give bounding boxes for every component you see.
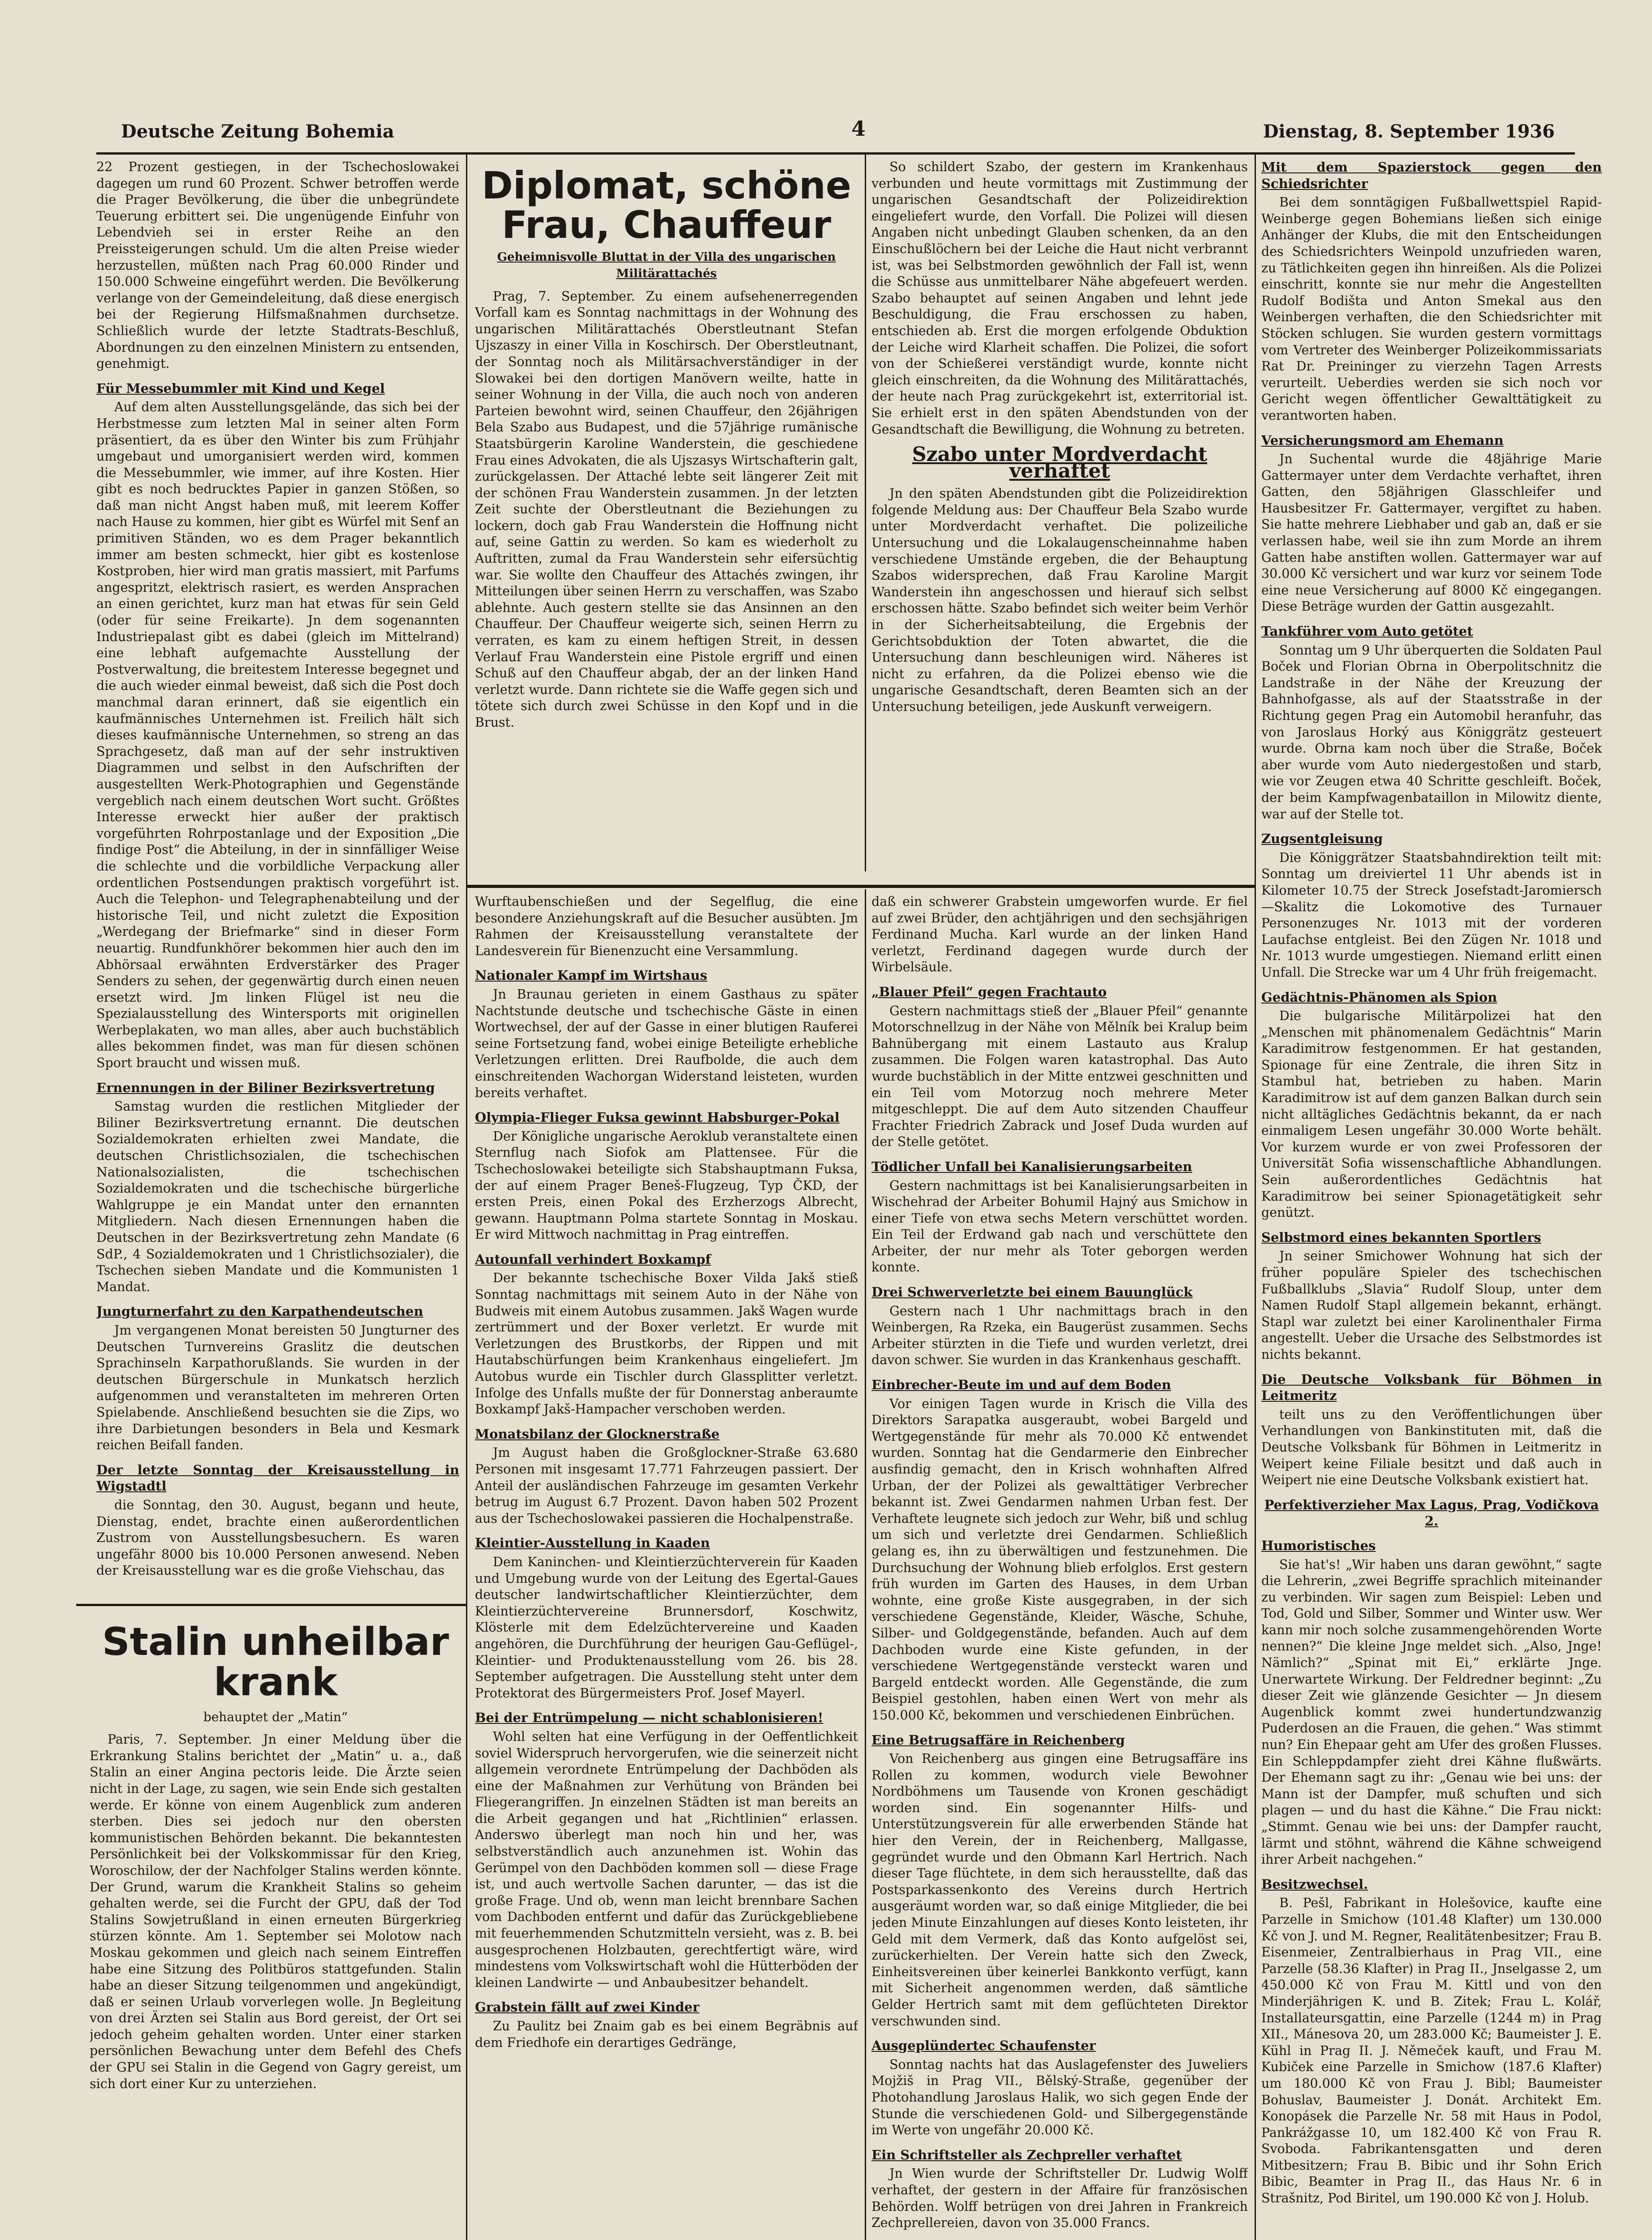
headline: Bei der Entrümpelung — nicht schablonisieren!	[475, 1710, 824, 1726]
article-body: Gestern nach 1 Uhr nachmittags brach in den Weinbergen, Ra Rzeka, ein Baugerüst zusammen. Sechs Arbeiter stürzten in die Tiefe und wurden verletzt, drei davon schwer. Sie wurden in das Krankenhaus geschafft.	[871, 1303, 1248, 1368]
newspaper-name: Deutsche Zeitung Bohemia	[121, 121, 394, 142]
advertisement: Perfektiverzieher Max Lagus, Prag, Vodičkova 2.	[1264, 1497, 1599, 1529]
article-body: teilt uns zu den Veröffentlichungen über Verhandlungen von Bankinstituten mit, daß die Deutsche Volksbank für Böhmen in Leitmeritz in Weipert keine Filiale besitzt und daß auch in Weipert nie eine Deutsche Volksbank existiert hat.	[1261, 1407, 1602, 1488]
article-body: Jm August haben die Großglockner-Straße 63.680 Personen mit insgesamt 17.771 Fahrzeugen passiert. Der Anteil der ausländischen Fahrzeuge im gesamten Verkehr betrug im August 6.7 Prozent. Davon haben 502 Prozent aus der Tschechoslowakei passieren die Hochalpenstraße.	[475, 1445, 858, 1526]
headline: Szabo unter Mordverdacht verhaftet	[912, 443, 1208, 482]
article-body: Wohl selten hat eine Verfügung in der Oeffentlichkeit soviel Widerspruch hervorgerufen, wie die seinerzeit nicht allgemein verordnete Entrümpelung der Dachböden als eine der Maßnahmen zur Verhütung von Bränden bei Fliegerangriffen. Jn einzelnen Städten ist man bereits an die Arbeit gegangen und hat „Richtlinien“ erlassen. Anderswo überlegt man noch hin und her, was selbstverständlich auch anzunehmen ist. Wohin das Gerümpel von den Dachböden kommen soll — diese Frage ist, und auch wertvolle Sachen darunter, — das ist die große Frage. Und ob, wenn man leicht brennbare Sachen vom Dachboden entfernt und dafür das Zurückgebliebene mit feuerhemmenden Schutzmitteln versieht, was z. B. bei ausgesprochenen Holzbauten, gerechtfertigt wäre, wird mindestens vom Volkswirtschaft wohl die Hütterböden der kleinen Landwirte — und Anbaubesitzer behandelt.	[475, 1729, 858, 1990]
headline: Ausgeplünderteс Schaufenster	[871, 2038, 1096, 2054]
headline: Besitzwechsel.	[1261, 1876, 1368, 1892]
article-body: Jm vergangenen Monat bereisten 50 Jungturner des Deutschen Turnvereins Graslitz die deutschen Sprachinseln Karpathorußlands. Sie wurden in der deutschen Bürgerschule in Munkatsch herzlich aufgenommen und veranstalteten im mehreren Orten Spielabende. Anschließend besuchten sie die Zips, wo ihre Darbietungen besonders in Bela und Kesmark reichen Beifall fanden.	[96, 1322, 459, 1453]
headline: Für Messebummler mit Kind und Kegel	[96, 380, 385, 396]
article-body: So schildert Szabo, der gestern im Krankenhaus verbunden und heute vormittags mit Zustimmung der ungarischen Gesandtschaft der Polizeidirektion eingeliefert wurde, den Vorfall. Die Polizei will diesen Angaben nicht unbedingt Glauben schenken, da an den Einschußlöchern bei der Leiche die Haut nicht verbrannt ist, was bei Selbstmorden gewöhnlich der Fall ist, wenn die Schüsse aus unmittelbarer Nähe abgefeuert werden. Szabo behauptet auf seinen Angaben und lehnt jede Beschuldigung, die Frau erschossen zu haben, entschieden ab. Erst die morgen erfolgende Obduktion der Leiche wird Klarheit schaffen. Die Polizei, die sofort von der Schießerei verständigt wurde, konnte nicht gleich einschreiten, da die Wohnung des Militärattachés, der heute nach Prag zurückgekehrt ist, exterritorial ist. Sie erhielt erst in den späten Abendstunden von der Gesandtschaft die Bewilligung, die Wohnung zu betreten.	[871, 159, 1248, 437]
diplomat-continuation	[871, 159, 1248, 880]
article-body: Die bulgarische Militärpolizei hat den „Menschen mit phänomenalem Gedächtnis“ Marin Karadimitrow festgenommen. Er hat gestanden, Spionage für eine Zentrale, die ihren Sitz in Stambul hat, betrieben zu haben. Marin Karadimitrow ist auf dem ganzen Balkan durch sein nicht alltägliches Gedächtnis bekannt, da er nach einmaligem Lesen ungefähr 30.000 Worte behält. Vor kurzem wurde er von zwei Professoren der Universität Sofia wissenschaftliche Abhandlungen. Sein außerordentliches Gedächtnis hat Karadimitrow bei seiner Spionagetätigkeit sehr genützt.	[1261, 1008, 1602, 1220]
headline: Die Deutsche Volksbank für Böhmen in Leitmeritz	[1261, 1371, 1602, 1404]
headline: Tankführer vom Auto getötet	[1261, 624, 1473, 639]
headline: Eine Betrugsaffäre in Reichenberg	[871, 1732, 1125, 1748]
article-body: Jn Braunau gerieten in einem Gasthaus zu später Nachtstunde deutsche und tschechische Gäste in einen Wortwechsel, der auf der Gasse in einer blutigen Rauferei seine Fortsetzung fand, wobei einige Beteiligte erhebliche Verletzungen erlitten. Drei Raufbolde, die auch dem einschreitenden Wachorgan Widerstand leisteten, wurden bereits verhaftet.	[475, 986, 858, 1100]
headline: Grabstein fällt auf zwei Kinder	[475, 1999, 700, 2015]
article-body: Wurftaubenschießen und der Segelflug, die eine besondere Anziehungskraft auf die Besucher ausübten. Jm Rahmen der Kreisausstellung veranstaltete der Landesverein für Bienenzucht eine Versammlung.	[475, 894, 858, 958]
article-body: Bei dem sonntägigen Fußballwettspiel Rapid-Weinberge gegen Bohemians ließen sich einige Anhänger der Klubs, die mit den Entscheidungen des Schiedsrichters Weinpold unzufrieden waren, zu Tätlichkeiten gegen ihn hinreißen. Als die Polizei einschritt, konnte sie nur mehr die Angestellten Rudolf Bodišta und Anton Smekal aus den Weinbergen verhaften, die den Schiedsrichter mit Stöcken schlugen. Sie wurden gestern vormittags vom Vertreter des Weinberger Polizeikommissariats Rat Dr. Preininger zu vierzehn Tagen Arrests verurteilt. Ueberdies werden sie sich noch vor Gericht wegen öffentlicher Gewalttätigkeit zu verantworten haben.	[1261, 195, 1602, 423]
diplomat-headline: Diplomat, schöne Frau, Chauffeur	[482, 164, 851, 247]
column-4	[1261, 159, 1602, 2240]
headline: Der letzte Sonntag der Kreisausstellung in Wigstadtl	[96, 1462, 459, 1494]
section-divider	[466, 885, 1255, 888]
article-body: Samstag wurden die restlichen Mitglieder der Biliner Bezirksvertretung ernannt. Die deutschen Sozialdemokraten erhielten zwei Mandate, die deutschen Christlichsozialen, die tschechischen Nationalsozialisten, die tschechischen Sozialdemokraten und die tschechische bürgerliche Wahlgruppe je ein Mandat unter den ernannten Mitgliedern. Nach diesen Ernennungen haben die Deutschen in der Bezirksvertretung zehn Mandate (6 SdP., 4 Sozialdemokraten und 1 Christlichsozialer), die Tschechen sieben Mandate und die Kommunisten 1 Mandat.	[96, 1099, 459, 1294]
issue-date: Dienstag, 8. September 1936	[1263, 121, 1555, 142]
article-body: Der bekannte tschechische Boxer Vilda Jakš stieß Sonntag nachmittags mit seinem Auto in der Nähe von Budweis mit einem Autobus zusammen. Jakš Wagen wurde zertrümmert und der Boxer verletzt. Er wurde mit Verletzungen des Brustkorbs, der Rippen und mit Hautabschürfungen beim Krankenhaus eingeliefert. Jm Autobus wurde ein Tischler durch Glassplitter verletzt. Infolge des Unfalls mußte der für Donnerstag anberaumte Boxkampf Jakš-Hampacher verschoben werden.	[475, 1271, 858, 1417]
headline: „Blauer Pfeil“ gegen Frachtauto	[871, 984, 1107, 999]
headline: Ein Schriftsteller als Zechpreller verhaftet	[871, 2147, 1182, 2162]
headline: Gedächtnis-Phänomen als Spion	[1261, 989, 1497, 1005]
article-body: Gestern nachmittags ist bei Kanalisierungsarbeiten in Wischehrad der Arbeiter Bohumil Hajný aus Smichow in einer Tiefe von etwa sechs Metern verschüttet worden. Ein Teil der Erdwand gab nach und verschüttete den Arbeiter, der nur mehr als Toter geborgen werden konnte.	[871, 1178, 1248, 1275]
article-body: die Sonntag, den 30. August, begann und heute, Dienstag, endet, brachte einen außerordentlichen Zustrom von Ausstellungsbesuchern. Es waren ungefähr 8000 bis 10.000 Personen anwesend. Neben der Kreisausstellung war es die große Viehschau, das	[96, 1497, 459, 1578]
headline: Humoristisches	[1261, 1538, 1376, 1553]
diplomat-article	[475, 161, 858, 878]
headline: Tödlicher Unfall bei Kanalisierungsarbeiten	[871, 1159, 1192, 1174]
article-body: Gestern nachmittags stieß der „Blauer Pfeil“ genannte Motorschnellzug in der Nähe von Mělník bei Kralup beim Bahnübergang mit einem Lastauto aus Kralup zusammen. Die Folgen waren katastrophal. Das Auto wurde buchstäblich in der Mitte entzwei geschnitten und ein Teil vom Motorzug noch mehrere Meter mitgeschleppt. Die auf dem Auto sitzenden Chauffeur Frachter Friedrich Zabrack und Josef Duda wurden auf der Stelle getötet.	[871, 1003, 1248, 1150]
article-body: Sie hat's! „Wir haben uns daran gewöhnt,“ sagte die Lehrerin, „zwei Begriffe sprachlich miteinander zu verbinden. Wir sagen zum Beispiel: Leben und Tod, Gold und Silber, Sommer und Winter usw. Wer kann mir noch solche zusammengehörenden Worte nennen?“ Die kleine Jnge meldet sich. „Also, Jnge! Nämlich?“ „Spinat mit Ei,“ erklärte Jnge. Unerwartete Wirkung. Der Feldredner beginnt: „Zu dieser Zeit wie glänzende Gesichter — Jn diesem Augenblick kommt zwei hundertundzwanzig Puderdosen an die Frauen, die gehen.“ Was stimmt nun? Ein Ehepaar geht am Ufer des großen Flusses. Ein Schleppdampfer zieht drei Kähne flußwärts. Der Ehemann sagt zu ihr: „Genau wie bei uns: der Mann ist der Dampfer, muß schuften und sich plagen — und du hast die Kähne.“ Die Frau nickt: „Stimmt. Genau wie bei uns: der Dampfer raucht, lärmt und stöhnt, während die Kähne schweigend ihrer Arbeit nachgehen.“	[1261, 1557, 1602, 1867]
headline: Olympia-Flieger Fuksa gewinnt Habsburger-Pokal	[475, 1110, 840, 1125]
article-body: Jn Wien wurde der Schriftsteller Dr. Ludwig Wolff verhaftet, der gestern in der Affaire für französischen Behörden. Wolff betrügen von drei Jahren in Frankreich Zechprellereien, davon von 35.000 Francs.	[871, 2166, 1248, 2231]
column-divider	[865, 155, 866, 871]
article-body: Sonntag um 9 Uhr überquerten die Soldaten Paul Boček und Florian Obrna in Oberpolitschnitz die Landstraße in der Nähe der Kreuzung der Bahnhofgasse, als auf der Staatsstraße in der Richtung gegen Prag ein Automobil heranfuhr, das von Jaroslaus Horký aus Königgrätz gesteuert wurde. Obrna kam noch über die Straße, Boček aber wurde vom Auto niedergestoßen und starb, wie vor Zeugen etwa 40 Schritte geschleift. Boček, der beim Kampfwagenbataillon in Milowitz diente, war auf der Stelle tot.	[1261, 642, 1602, 822]
article-body: Jn Suchental wurde die 48jährige Marie Gattermayer unter dem Verdachte verhaftet, ihren Gatten, den 58jährigen Glasschleifer und Hausbesitzer Fr. Gattermayer, vergiftet zu haben. Sie hatte mehrere Liebhaber und gab an, daß er sie verlassen habe, weil sie ihn zum Morde an ihrem Gatten habe anstiften wollen. Gattermayer war auf 30.000 Kč versichert und war kurz vor seinem Tode eine neue Versicherung auf 8000 Kč eingegangen. Diese Beträge wurden der Gattin ausgezahlt.	[1261, 452, 1602, 614]
article-intro: 22 Prozent gestiegen, in der Tschechoslowakei dagegen um rund 60 Prozent. Schwer betroffen werde die Prager Bevölkerung, die über die unbegründete Teuerung erbittert sei. Die ungenügende Einfuhr von Lebendvieh sei in erster Reihe an den Preissteigerungen schuld. Um die alten Preise wieder herzustellen, müßten nach Prag 60.000 Rinder und 150.000 Schweine eingeführt werden. Die Bevölkerung verlange von der Gemeindeleitung, daß diese energisch bei der Regierung Hilfsmaßnahmen durchsetze. Schließlich wurde der letzte Stadtrats-Beschluß, Abordnungen zu den einzelnen Ministern zu entsenden, genehmigt.	[96, 159, 459, 371]
section-divider	[76, 1604, 466, 1606]
header-rule	[96, 152, 1575, 155]
headline: Versicherungsmord am Ehemann	[1261, 432, 1504, 448]
diplomat-subheadline: Geheimnisvolle Bluttat in der Villa des ungarischen Militärattachés	[497, 250, 836, 280]
article-body: Prag, 7. September. Zu einem aufsehenerregenden Vorfall kam es Sonntag nachmittags in der Wohnung des ungarischen Militärattachés Oberstleutnant Stefan Ujszaszy in einer Villa in Koschirsch. Der Oberstleutnant, der Sonntag noch als Militärsachverständiger in der Slowakei bei den dortigen Manövern weilte, hatte in seiner Wohnung in der Villa, die auch noch von anderen Parteien bewohnt wird, seinen Chauffeur, den 26jährigen Bela Szabo aus Budapest, und die 57jährige rumänische Staatsbürgerin Karoline Wanderstein, die geschiedene Frau eines Advokaten, die als Ujszasys Wirtschafterin galt, zurückgelassen. Der Attaché lebte seit längerer Zeit mit der schönen Frau Wanderstein zusammen. Jn der letzten Zeit suchte der Oberstleutnant die Beziehungen zu lockern, doch gab Frau Wanderstein die Hoffnung nicht auf, seine Gattin zu werden. So kam es wiederholt zu Auftritten, zumal da Frau Wanderstein sehr eifersüchtig war. Sie wollte den Chauffeur des Attachés zwingen, ihr Mitteilungen über seinen Herrn zu verschaffen, was Szabo ablehnte. Auch gestern stellte sie das Ansinnen an den Chauffeur. Der Chauffeur weigerte sich, seinen Herrn zu verraten, es kam zu einem heftigen Streit, in dessen Verlauf Frau Wanderstein eine Pistole ergriff und einen Schuß auf den Chauffeur abgab, der an der linken Hand verletzt wurde. Dann richtete sie die Waffe gegen sich und tötete sich durch zwei Schüsse in den Kopf und in die Brust.	[475, 289, 858, 730]
article-body: Der Königliche ungarische Aeroklub veranstaltete einen Sternflug nach Siofok am Plattensee. Für die Tschechoslowakei beteiligte sich Stabshauptmann Fuksa, der auf einem Prager Beneš-Flugzeug, Typ ČKD, der ersten Preis, einen Pokal des Erzherzogs Albrecht, gewann. Hauptmann Polma startete Sonntag in Moskau. Er wird Mittwoch nachmittag in Prag eintreffen.	[475, 1129, 858, 1242]
article-body: B. Pešl, Fabrikant in Holešovice, kaufte eine Parzelle in Smichow (101.48 Klafter) um 130.000 Kč von J. und M. Regner, Realitätenbesitzer; Frau B. Eisenmeier, Zentralbierhaus in Prag VII., eine Parzelle (58.36 Klafter) in Prag II., Jnselgasse 2, um 450.000 Kč von Frau M. Kittl und von den Minderjährigen K. und B. Zitek; Frau L. Kolář, Installateursgattin, eine Parzelle (1244 m) in Prag XII., Mánesova 20, um 283.000 Kč; Baumeister J. E. Kühl in Prag II. J. Němeček kauft, und Frau M. Kubiček eine Parzelle in Smichow (187.6 Klafter) um 180.000 Kč von Frau J. Bibl; Baumeister Bohuslav, Baumeister J. Donát. Architekt Em. Konopásek die Parzelle Nr. 58 mit Haus in Podol, Pankrážgasse 10, um 182.400 Kč von Frau R. Svoboda. Fabrikantensgatten und deren Mitbesitzern; Frau B. Bibic und ihr Sohn Erich Bibic, Beamter in Prag II., das Haus Nr. 6 in Strašnitz, Pod Biritel, um 190.000 Kč von J. Holub.	[1261, 1895, 1602, 2206]
stalin-headline: Stalin unheilbar krank	[102, 1620, 449, 1705]
headline: Ernennungen in der Biliner Bezirksvertretung	[96, 1080, 435, 1095]
article-body: Von Reichenberg aus gingen eine Betrugsaffäre ins Rollen zu kommen, wodurch viele Bewohner Nordböhmens um Tausende von Kronen geschädigt worden sind. Ein sogenannter Hilfs- und Unterstützungsverein für alle erwerbenden Stände hat hier den Verein, der in Reichenberg, Mallgasse, gegründet wurde und den Obmann Karl Hertrich. Nach dieser Tage flüchtete, in dem sich herausstellte, daß das Postsparkassenkonto des Vereins durch Hertrich ausgeräumt worden war, so daß einige Mitglieder, die bei jeden Minute Einzahlungen auf dieses Konto leisteten, ihr Geld mit dem Vermerk, daß das Konto aufgelöst sei, zurückerhielten. Der Verein hatte sich den Zweck, Einheitsvereinen über keinerlei Bankkonto verfügt, kann mit Sicherheit angenommen werden, daß sämtliche Gelder Hertrich samt mit dem geflüchteten Direktor verschwunden sind.	[871, 1751, 1248, 2029]
headline: Drei Schwerverletzte bei einem Bauunglück	[871, 1284, 1193, 1300]
lower-news-column-2	[871, 894, 1248, 2240]
stalin-byline: behauptet der „Matin“	[203, 1709, 348, 1724]
lower-news-column-1	[475, 894, 858, 2240]
headline: Jungturnerfahrt zu den Karpathendeutschen	[96, 1304, 423, 1319]
page-header	[121, 116, 1555, 152]
column-divider	[466, 155, 467, 2240]
article-body: Sonntag nachts hat das Auslagefenster des Juweliers Mojžiš in Prag VII., Bělský-Straße, gegenüber der Photohandlung Jaroslaus Halik, wo sich gegen Ende der Stunde die verschiedenen Gold- und Silbergegenstände im Werte von ungefähr 20.000 Kč.	[871, 2057, 1248, 2138]
article-body: Zu Paulitz bei Znaim gab es bei einem Begräbnis auf dem Friedhofe ein derartiges Gedränge,	[475, 2019, 858, 2050]
headline: Einbrecher-Beute im und auf dem Boden	[871, 1377, 1171, 1393]
headline: Kleintier-Ausstellung in Kaaden	[475, 1535, 710, 1551]
article-body: Vor einigen Tagen wurde in Krisch die Villa des Direktors Sarapatka ausgeraubt, wobei Bargeld und Wertgegenstände für mehr als 70.000 Kč entwendet wurden. Sonntag hat die Gendarmerie den Einbrecher ausfindig gemacht, den in Krisch wohnhaften Alfred Urban, der der Polizei als gewalttätiger Verbrecher bekannt ist. Zwei Gendarmen nahmen Urban fest. Der Verhaftete leugnete sich jedoch zur Wehr, biß und schlug um sich und verletzte drei Gendarmen. Schließlich gelang es, ihn zu überwältigen und festzunehmen. Die Durchsuchung der Wohnung blieb erfolglos. Erst gestern früh wurden im Garten des Hauses, in dem Urban wohnte, eine große Kiste ausgegraben, in der sich verschiedene Gegenstände, Kleider, Wäsche, Schuhe, Silber- und Goldgegenstände, befanden. Auch auf dem Dachboden wurde eine Kiste gefunden, in der verschiedene Wertgegenstände versteckt waren und Bargeld entdeckt worden. Alle Gegenstände, die zum Beispiel gestohlen, haben einen Wert von mehr als 150.000 Kč, bekommen und verschiedenen Einbrüchen.	[871, 1396, 1248, 1723]
headline: Nationaler Kampf im Wirtshaus	[475, 968, 707, 983]
page-number: 4	[851, 116, 866, 141]
article-body: Die Königgrätzer Staatsbahndirektion teilt mit: Sonntag um dreiviertel 11 Uhr abends ist in Kilometer 10.75 der Streck Josefstadt-Jaromiersch—Skalitz die Lokomotive des Turnauer Personenzuges Nr. 1013 mit der vorderen Laufachse entgleist. Bei den Zügen Nr. 1018 und Nr. 1013 wurde umgestiegen. Niemand erlitt einen Unfall. Die Strecke war um 4 Uhr früh freigemacht.	[1261, 850, 1602, 980]
article-body: Dem Kaninchen- und Kleintierzüchterverein für Kaaden und Umgebung wurde von der Leitung des Egertal-Gaues deutscher landwirtschaftlicher Kleintierzüchter, dem Kleintierzüchtervereine Brunnersdorf, Koschwitz, Klösterle mit dem Edelzüchtervereine und Kaaden angehören, die Durchführung der heurigen Gau-Geflügel-, Kleintier- und Produktenausstellung vom 26. bis 28. September aufgetragen. Die Ausstellung steht unter dem Protektorat des Bürgermeisters Prof. Josef Mayerl.	[475, 1554, 858, 1701]
headline: Mit dem Spazierstock gegen den Schiedsrichter	[1261, 159, 1602, 191]
column-1	[96, 159, 459, 1599]
article-body: Jn seiner Smichower Wohnung hat sich der früher populäre Spieler des tschechischen Fußballklubs „Slavia“ Rudolf Sloup, unter dem Namen Rudolf Stapl allgemein bekannt, erhängt. Stapl war zuletzt bei einer Karolinenthaler Firma angestellt. Ueber die Ursache des Selbstmordes ist nichts bekannt.	[1261, 1249, 1602, 1362]
column-divider	[1255, 155, 1256, 2240]
article-body: daß ein schwerer Grabstein umgeworfen wurde. Er fiel auf zwei Brüder, den achtjährigen und den sechsjährigen Ferdinand Mucha. Karl wurde an der linken Hand verletzt, Ferdinand dagegen wurde durch der Wirbelsäule.	[871, 894, 1248, 975]
column-divider	[865, 889, 866, 2240]
article-body: Jn den späten Abendstunden gibt die Polizeidirektion folgende Meldung aus: Der Chauffeur Bela Szabo wurde unter Mordverdacht verhaftet. Die polizeiliche Untersuchung und die Lokalaugenscheinnahme haben verschiedene Umstände ergeben, die der Behauptung Szabos widersprechen, daß Frau Karoline Margit Wanderstein ihn angeschossen und hierauf sich selbst erschossen hätte. Szabo befindet sich weiter beim Verhör in der Sicherheitsabteilung, die Ergebnis der Gerichtsobduktion der Toten abwartet, die die Untersuchung dann beschleunigen wird. Näheres ist nicht zu erfahren, da die Polizei ebenso wie die ungarische Gesandtschaft, deren Beamten sich an der Untersuchung beteiligen, jede Auskunft verweigern.	[871, 486, 1248, 714]
article-body: Auf dem alten Ausstellungsgelände, das sich bei der Herbstmesse zum letzten Mal in seiner alten Form präsentiert, da es über den Winter bis zum Frühjahr umgebaut und umorganisiert werden wird, kommen die Messebummler, wie immer, auf ihre Kosten. Hier gibt es noch bedrucktes Papier in ganzen Stößen, so daß man nicht Angst haben muß, mit leerem Koffer nach Hause zu kommen, hier gibt es Würfel mit Senf an primitiven Ständen, wo es dem Prager bekanntlich immer am besten schmeckt, hier gibt es kostenlose Kostproben, hier wird man gratis massiert, mit Parfums angespritzt, elektrisch rasiert, es werden Ansprachen an einen gerichtet, kurz man hat etwas für sein Geld (oder für seine Freikarte). Jn dem sogenannten Industriepalast gibt es dabei (gleich im Mittelrand) eine lebhaft aufgemachte Ausstellung der Postverwaltung, die breitestem Interesse begegnet und die auch wieder einmal beweist, daß sich die Post doch manchmal daran erinnert, daß sie eigentlich ein kaufmännisches Unternehmen ist. Freilich hält sich dieses kaufmännische Unternehmen, so streng an das Sprachgesetz, daß man auf der sehr instruktiven Diagrammen und selbst in den Aufschriften der ausgestellten Werk-Photographien und Gegenstände vergeblich nach einem deutschen Wort sucht. Größtes Interesse erweckt hier außer der praktisch vorgeführten Rohrpostanlage und der Exposition „Die findige Post“ die Abteilung, in der in sinnfälliger Weise die schlechte und die vorbildliche Verpackung aller ordentlichen Postsendungen praktisch vorgeführt ist. Auch die Telephon- und Telegraphenabteilung und der historische Teil, und nicht zuletzt die Exposition „Werdegang der Briefmarke“ sind in dieser Form neuartig. Rundfunkhörer bekommen hier auch den im Abhörsaal erwähnten Erdverstärker des Prager Senders zu sehen, der gegenwärtig durch einen neuen ersetzt wird. Jm linken Flügel ist neu die Spezialausstellung des Wintersports mit originellen Werbeplakaten, wo man alles, aber auch buchstäblich alles bekommen findet, was man für diesen schönen Sport braucht und wissen muß.	[96, 400, 459, 1071]
headline: Selbstmord eines bekannten Sportlers	[1261, 1229, 1541, 1245]
headline: Monatsbilanz der Glocknerstraße	[475, 1426, 720, 1442]
headline: Zugsentgleisung	[1261, 831, 1383, 847]
stalin-article	[90, 1613, 462, 2240]
article-body: Paris, 7. September. Jn einer Meldung über die Erkrankung Stalins berichtet der „Matin“ u. a., daß Stalin an einer Angina pectoris leide. Die Ärzte seien nicht in der Lage, zu sagen, wie sein Ende sich gestalten werde. Er könne von einem Augenblick zum anderen sterben. Dies sei jedoch nur den obersten kommunistischen Behörden bekannt. Die bekanntesten Persönlichkeit bei der Volkskommissar für den Krieg, Woroschilow, der der Nachfolger Stalins werden könnte. Der Grund, warum die Krankheit Stalins so geheim gehalten werde, sei die Furcht der GPU, daß der Tod Stalins Sowjetrußland in einen erneuten Bürgerkrieg stürzen könnte. Am 1. September sei Molotow nach Moskau gekommen und gleich nach seinem Eintreffen habe eine Sitzung des Politbüros stattgefunden. Stalin habe an dieser Sitzung teilgenommen und angekündigt, daß er seinen Urlaub vorverlegen wolle. Jn Begleitung von drei Ärzten sei Stalin aus Bord gereist, der Ort sei jedoch geheim gehalten worden. Unter einer starken persönlichen Bewachung unter dem Befehl des Chefs der GPU sei Stalin in die Gegend von Gagry gereist, um sich dort einer Kur zu unterziehen.	[90, 1732, 462, 2091]
headline: Autounfall verhindert Boxkampf	[475, 1251, 711, 1267]
